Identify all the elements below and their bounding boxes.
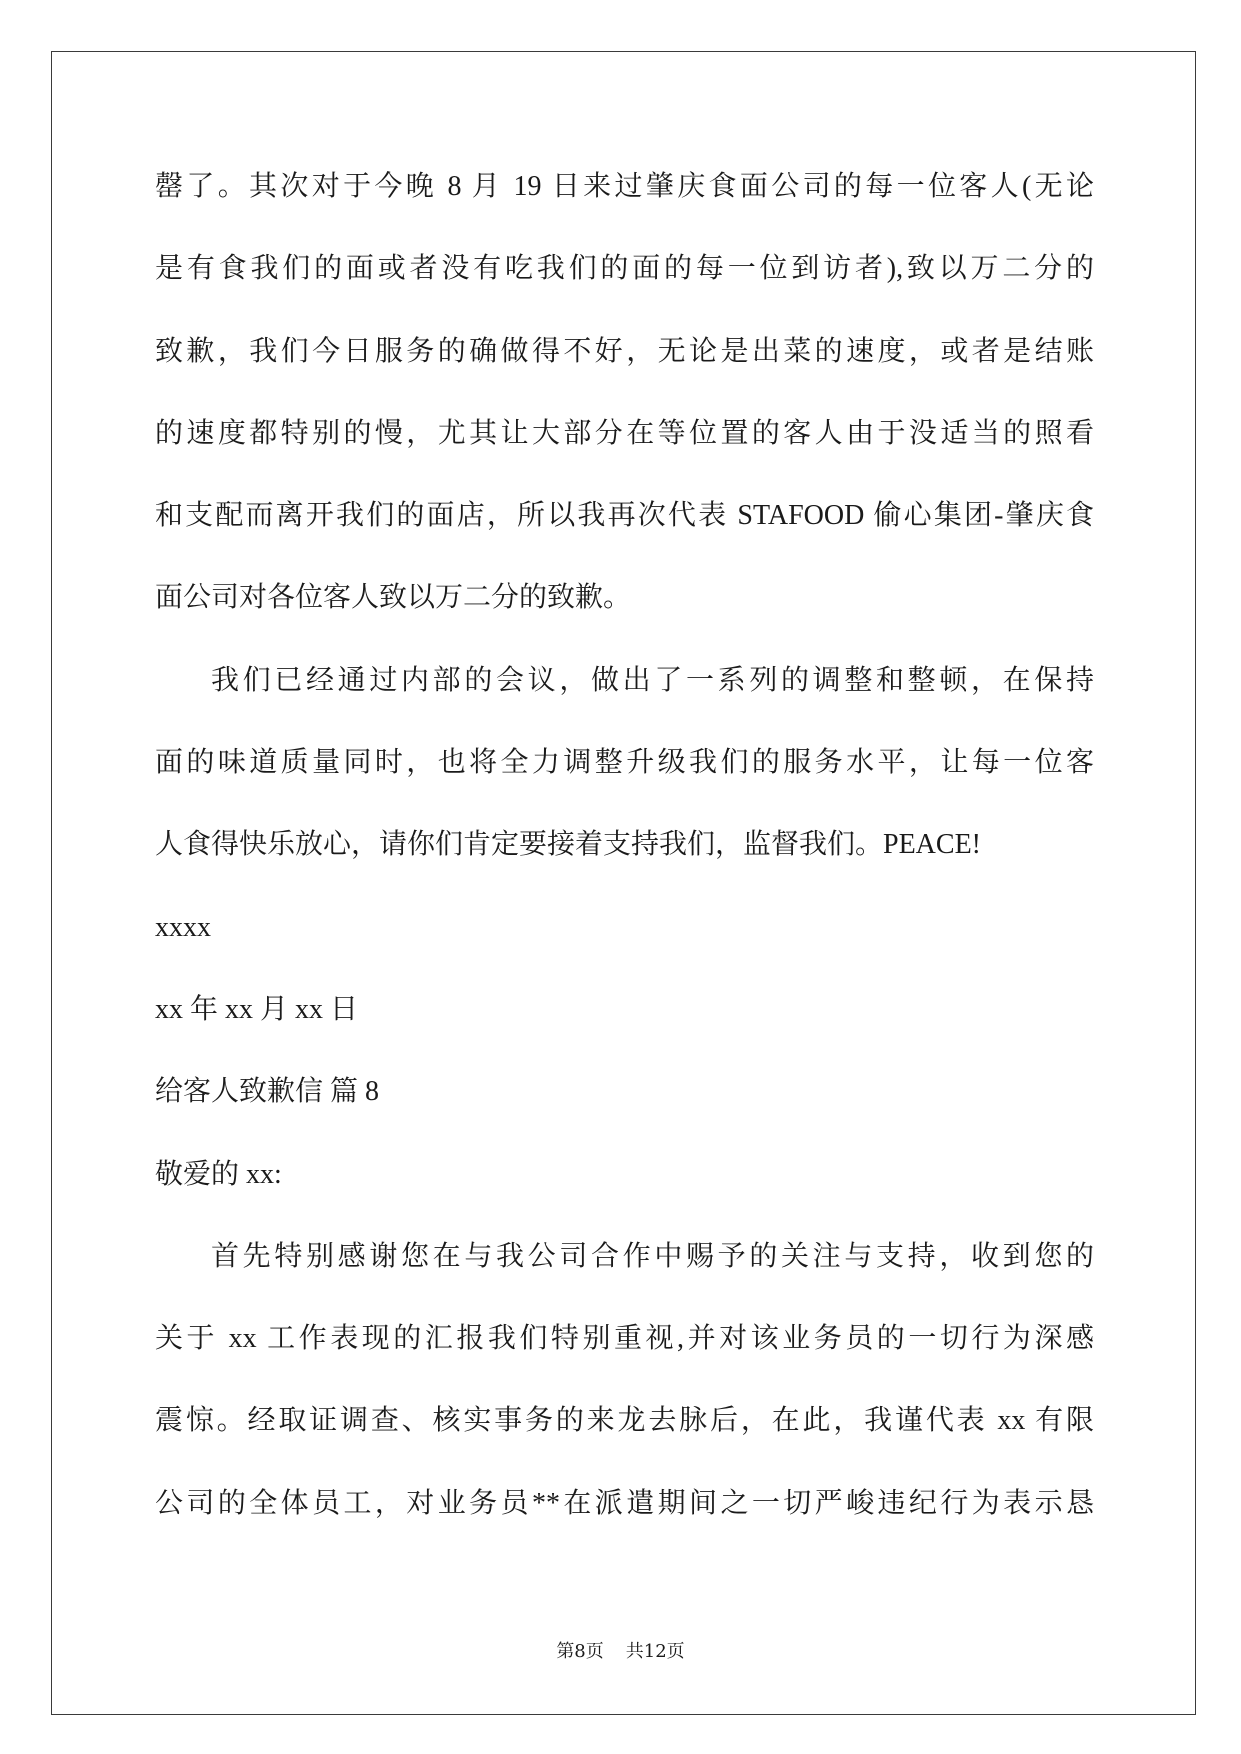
- section-heading: 给客人致歉信 篇 8: [155, 1076, 380, 1108]
- body-text-line: 和支配而离开我们的面店，所以我再次代表 STAFOOD 偷心集团-肇庆食: [155, 500, 1094, 532]
- document-body: [155, 146, 1094, 1545]
- body-text-line: 人食得快乐放心，请你们肯定要接着支持我们，监督我们。PEACE!: [155, 829, 982, 861]
- signature-line: xxxx: [155, 911, 211, 943]
- body-text-line: 致歉，我们今日服务的确做得不好，无论是出菜的速度，或者是结账: [155, 335, 1094, 367]
- salutation: 敬爱的 xx:: [155, 1158, 282, 1190]
- page-number: 第8页: [556, 1641, 604, 1662]
- body-text-line: 面公司对各位客人致以万二分的致歉。: [155, 582, 632, 614]
- body-text-line: 首先特别感谢您在与我公司合作中赐予的关注与支持，收到您的: [211, 1240, 1094, 1272]
- date-line: xx 年 xx 月 xx 日: [155, 993, 359, 1025]
- body-text-line: 我们已经通过内部的会议，做出了一系列的调整和整顿，在保持: [211, 664, 1094, 696]
- body-text-line: 是有食我们的面或者没有吃我们的面的每一位到访者),致以万二分的: [155, 253, 1094, 285]
- body-text-line: 的速度都特别的慢，尤其让大部分在等位置的客人由于没适当的照看: [155, 417, 1094, 449]
- body-text-line: 公司的全体员工，对业务员**在派遣期间之一切严峻违纪行为表示恳: [155, 1487, 1094, 1519]
- body-text-line: 面的味道质量同时，也将全力调整升级我们的服务水平，让每一位客: [155, 747, 1094, 779]
- body-text-line: 关于 xx 工作表现的汇报我们特别重视,并对该业务员的一切行为深感: [155, 1323, 1094, 1355]
- body-text-line: 震惊。经取证调查、核实事务的来龙去脉后，在此，我谨代表 xx 有限: [155, 1405, 1094, 1437]
- page-total: 共12页: [625, 1641, 685, 1662]
- body-text-line: 罄了。其次对于今晚 8 月 19 日来过肇庆食面公司的每一位客人(无论: [155, 171, 1094, 202]
- page-footer: [0, 1638, 1241, 1666]
